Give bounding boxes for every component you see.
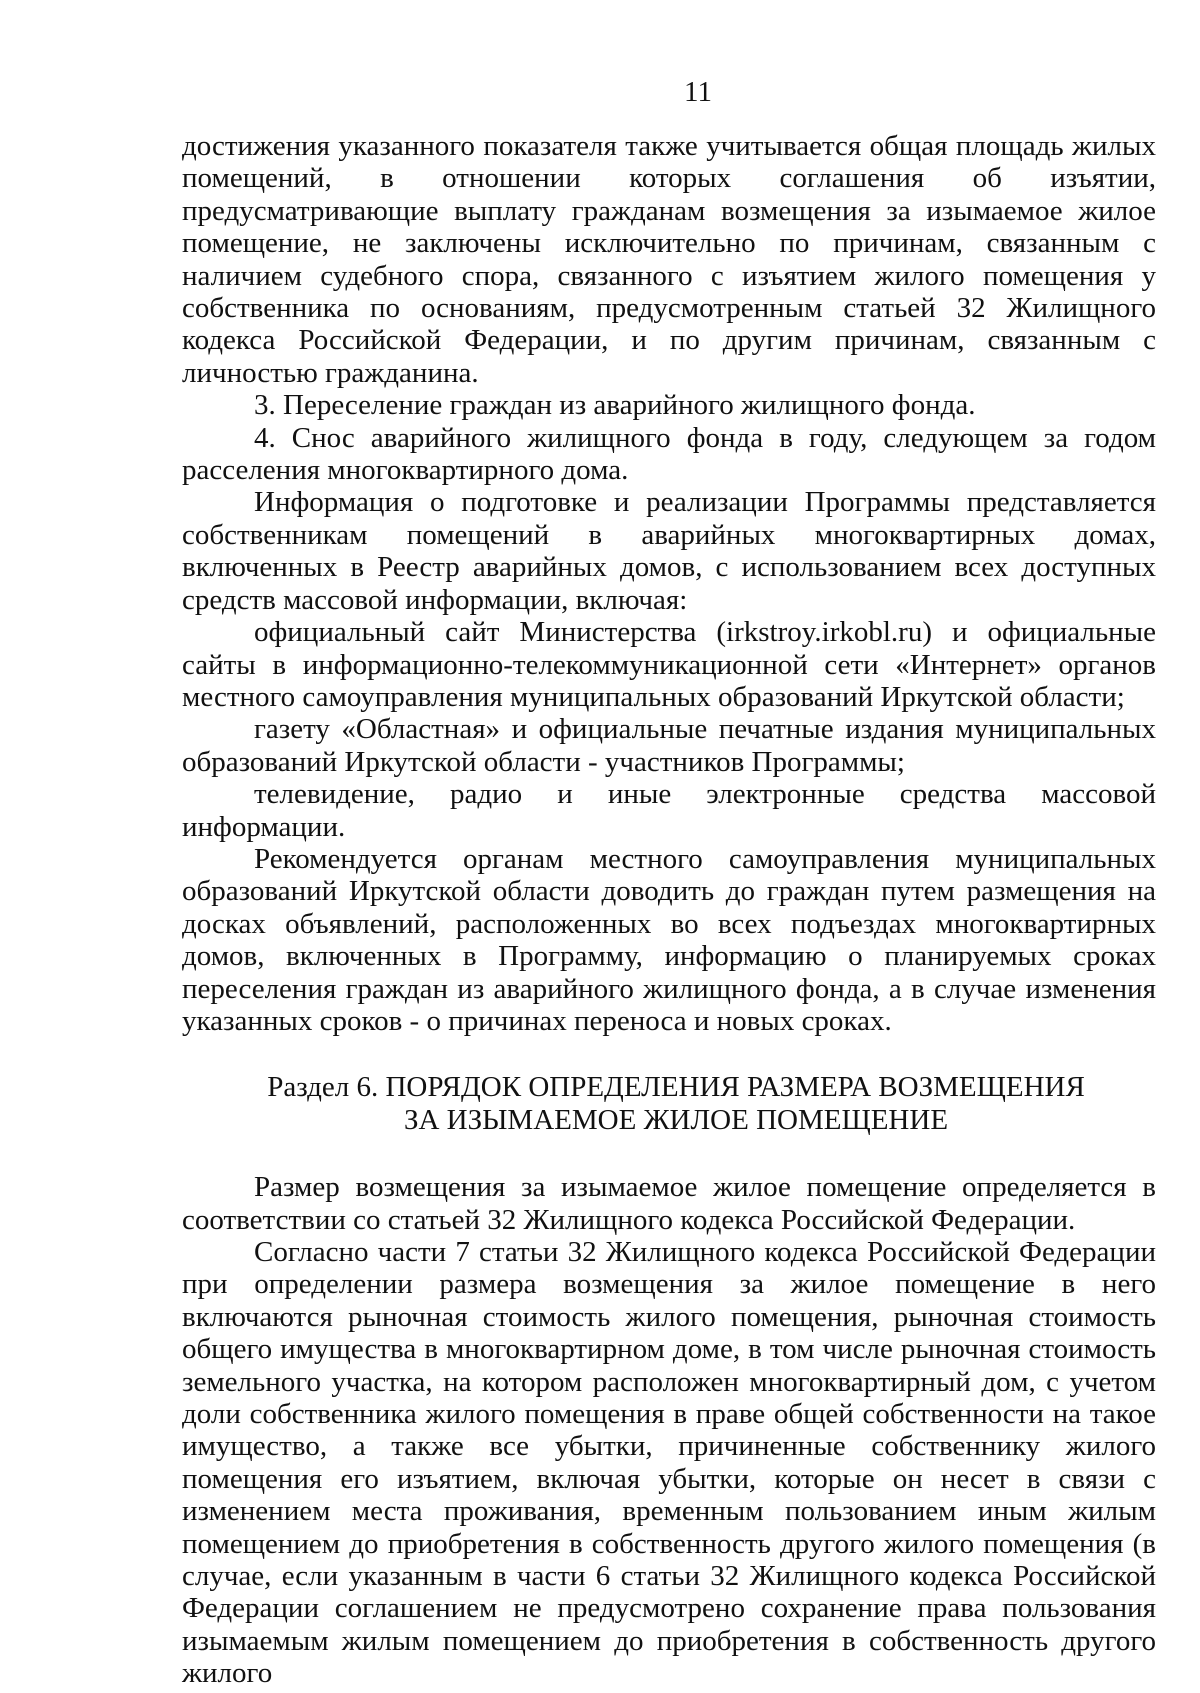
page-number: 11 [684, 76, 712, 108]
paragraph-information: Информация о подготовке и реализации Программы представляется собственникам помещений в аварийных многоквартирных домах, включенных в Реестр аварийных домов, с использованием всех доступных средств массовой информации, включая: [182, 486, 1156, 616]
paragraph-item-4: 4. Снос аварийного жилищного фонда в году, следующем за годом расселения многоквартирного дома. [182, 421, 1156, 487]
paragraph-media: телевидение, радио и иные электронные средства массовой информации. [182, 778, 1156, 843]
section-heading-line-1: Раздел 6. ПОРЯДОК ОПРЕДЕЛЕНИЯ РАЗМЕРА ВОЗМЕЩЕНИЯ [267, 1071, 1085, 1104]
section-heading [182, 1037, 1156, 1171]
paragraph-item-3: 3. Переселение граждан из аварийного жилищного фонда. [254, 389, 976, 422]
paragraph-compensation-size: Размер возмещения за изымаемое жилое помещение определяется в соответствии со статьей 32 Жилищного кодекса Российской Федерации. [182, 1171, 1156, 1236]
paragraph-newspaper: газету «Областная» и официальные печатные издания муниципальных образований Иркутской области - участников Программы; [182, 713, 1156, 778]
section-heading-line-2: ЗА ИЗЫМАЕМОЕ ЖИЛОЕ ПОМЕЩЕНИЕ [403, 1103, 949, 1136]
document-body [182, 130, 1156, 1690]
paragraph-continuation: достижения указанного показателя также учитывается общая площадь жилых помещений, в отношении которых соглашения об изъятии, предусматривающие выплату гражданам возмещения за изымаемое жилое помещение, не заключены исключительно по причинам, связанным с наличием судебного спора, связанного с изъятием жилого помещения у собственника по основаниям, предусмотренным статьей 32 Жилищного кодекса Российской Федерации, и по другим причинам, связанным с личностью гражданина. [182, 130, 1156, 389]
paragraph-recommendation: Рекомендуется органам местного самоуправления муниципальных образований Иркутской области доводить до граждан путем размещения на досках объявлений, расположенных во всех подъездах многоквартирных домов, включенных в Программу, информацию о планируемых сроках переселения граждан из аварийного жилищного фонда, а в случае изменения указанных сроков - о причинах переноса и новых сроках. [182, 842, 1156, 1037]
paragraph-official-site: официальный сайт Министерства (irkstroy.irkobl.ru) и официальные сайты в информационно-телекоммуникационной сети «Интернет» органов местного самоуправления муниципальных образований Иркутской области; [182, 616, 1156, 713]
paragraph-part-7: Согласно части 7 статьи 32 Жилищного кодекса Российской Федерации при определении размера возмещения за жилое помещение в него включаются рыночная стоимость жилого помещения, рыночная стоимость общего имущества в многоквартирном доме, в том числе рыночная стоимость земельного участка, на котором расположен многоквартирный дом, с учетом доли собственника жилого помещения в праве общей собственности на такое имущество, а также все убытки, причиненные собственнику жилого помещения его изъятием, включая убытки, которые он несет в связи с изменением места проживания, временным пользованием иным жилым помещением до приобретения в собственность другого жилого помещения (в случае, если указанным в части 6 статьи 32 Жилищного кодекса Российской Федерации соглашением не предусмотрено сохранение права пользования изымаемым жилым помещением до приобретения в собственность другого жилого [182, 1236, 1156, 1690]
